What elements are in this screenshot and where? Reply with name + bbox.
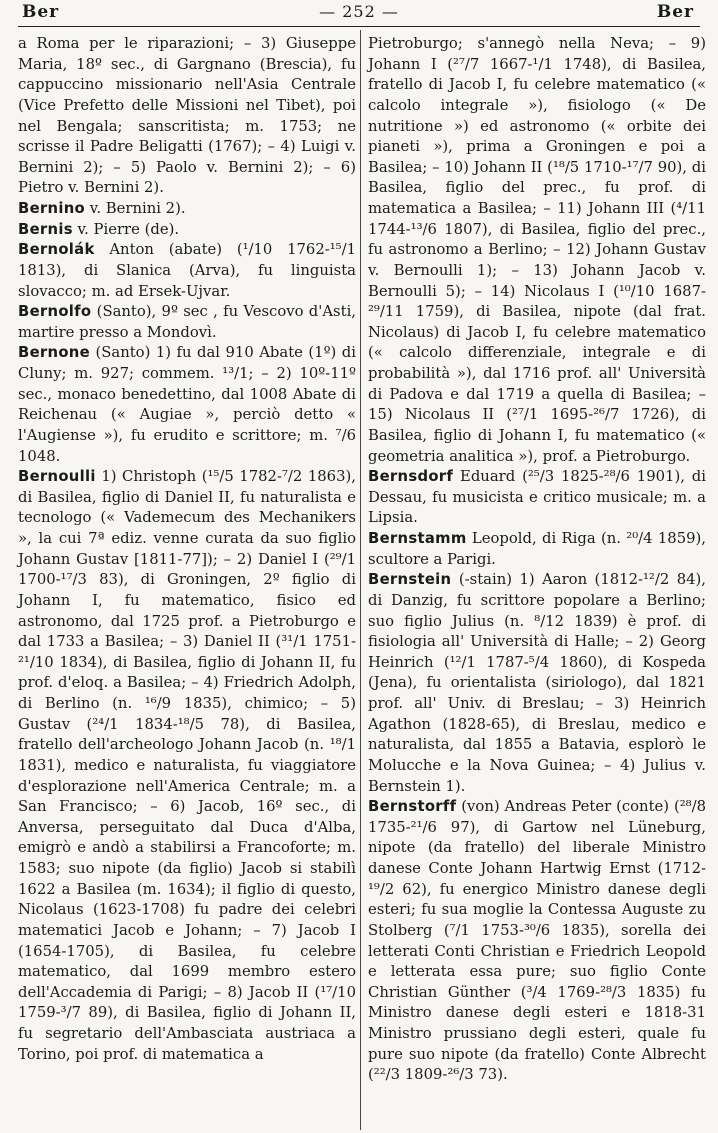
entry-bernoulli: [18, 467, 356, 1065]
entry-text: (Santo) 1) fu dal 910 Abate (1º) di Cluny; m. 927; commem. ¹³/1; – 2) 10º-11º sec., monaco benedettino, dal 1008 Abate di Reichenau (« Augiae », perciò detto « l'Augiense »), fu erudito e scrittore; m. ⁷/6 1048.: [18, 344, 356, 465]
entry-text: (-stain) 1) Aaron (1812-¹²/2 84), di Danzig, fu scrittore popolare a Berlino; suo figlio Julius (n. ⁸/12 1839) è prof. di fisiologia all' Università di Halle; – 2) Georg Heinrich (¹²/1 1787-⁵/4 1860), di Kospeda (Jena), fu orientalista (siriologo), dal 1821 prof. all' Univ. di Breslau; – 3) Heinrich Agathon (1828-65), di Breslau, medico e naturalista, dal 1855 a Batavia, esplorò le Molucche e la Nova Guinea; – 4) Julius v. Bernstein 1).: [368, 571, 706, 795]
entry-bernolfo: [18, 302, 356, 343]
entry-headword: Bernstein: [368, 571, 452, 589]
entry-headword: Bernolák: [18, 241, 95, 259]
entry-headword: Bernolfo: [18, 303, 92, 321]
entry-bernsdorf: [368, 467, 706, 529]
header-left-keyword: Ber: [22, 2, 60, 22]
entry-headword: Bernstorff: [368, 798, 457, 816]
entry-headword: Bernis: [18, 220, 73, 238]
entry-bernolak: [18, 240, 356, 302]
entry-headword: Bernsdorf: [368, 468, 454, 486]
continued-entry-text: a Roma per le riparazioni; – 3) Giuseppe Maria, 18º sec., di Gargnano (Brescia), fu cappuccino missionario nell'Asia Centrale (Vice Prefetto delle Missioni nel Tibet), poi nel Bengala; sanscritista; m. 1753; ne scrisse il Padre Beligatti (1767); – 4) Luigi v. Bernini 2); – 5) Paolo v. Bernini 2); – 6) Pietro v. Bernini 2).: [18, 35, 356, 197]
entry-text: v. Pierre (de).: [72, 220, 180, 238]
header-right-keyword: Ber: [656, 2, 694, 22]
entry-text: (Santo), 9º sec , fu Vescovo d'Asti, martire presso a Mondovì.: [18, 303, 356, 341]
entry-headword: Bernone: [18, 344, 90, 362]
entry-bernstorff: [368, 797, 706, 1086]
entry-headword: Bernstamm: [368, 530, 467, 547]
column-right: [368, 34, 706, 1086]
entry-text: 1) Christoph (¹⁵/5 1782-⁷/2 1863), di Basilea, figlio di Daniel II, fu naturalista e tecnologo (« Vademecum des Mechanikers », la cui 7ª ediz. venne curata da suo figlio Johann Gustav [1811-77]); – 2) Daniel I (²⁹/1 1700-¹⁷/3 83), di Groningen, 2º figlio di Johann I, fu matematico, fisico ed astronomo, dal 1725 prof. a Pietroburgo e dal 1733 a Basilea; – 3) Daniel II (³¹/1 1751-²¹/10 1834), di Basilea, figlio di Johann II, fu prof. d'eloq. a Basilea; – 4) Friedrich Adolph, di Berlino (n. ¹⁶/9 1835), chimico; – 5) Gustav (²⁴/1 1834-¹⁸/5 78), di Basilea, fratello dell'archeologo Johann Jacob (n. ¹⁸/1 1831), medico e naturalista, fu viaggiatore d'esplorazione nell'America Centrale; m. a San Francisco; – 6) Jacob, 16º sec., di Anversa, perseguitato dal Duca d'Alba, emigrò e andò a stabilirsi a Francoforte; m. 1583; suo nipote (da figlio) Jacob si stabilì 1622 a Basilea (m. 1634); il figlio di questo, Nicolaus (1623-1708) fu padre dei celebri matematici Jacob e Johann; – 7) Jacob I (1654-1705), di Basilea, fu celebre matematico, dal 1699 membro estero dell'Accademia di Parigi; – 8) Jacob II (¹⁷/10 1759-³/7 89), di Basilea, figlio di Johann II, fu segretario dell'Ambasciata austriaca a Torino, poi prof. di matematica a: [18, 468, 356, 1063]
entry-bernis: [18, 220, 356, 241]
entry-bernino: [18, 199, 356, 220]
entry-bernone: [18, 343, 356, 467]
page-number: — 252 —: [319, 2, 399, 21]
entry-text: v. Bernini 2).: [85, 200, 186, 217]
column-divider: [360, 30, 361, 1130]
entry-text: (von) Andreas Peter (conte) (²⁸/8 1735-²¹/6 97), di Gartow nel Lüneburg, nipote (da fratello) del liberale Ministro danese Conte Johann Hartwig Ernst (1712-¹⁹/2 62), fu energico Ministro danese degli esteri; fu sua moglie la Contessa Auguste zu Stolberg (⁷/1 1753-³⁰/6 1835), sorella dei letterati Conti Christian e Friedrich Leopold e letterata essa pure; suo figlio Conte Christian Günther (³/4 1769-²⁸/3 1835) fu Ministro danese degli esteri e 1818-31 Ministro prussiano degli esteri, quale fu pure suo nipote (da fratello) Conte Albrecht (²²/3 1809-²⁶/3 73).: [368, 798, 706, 1084]
entry-text: Eduard (²⁵/3 1825-²⁸/6 1901), di Dessau, fu musicista e critico musicale; m. a Lipsia.: [368, 468, 706, 527]
column-left: [18, 34, 356, 1065]
entry-text: Anton (abate) (¹/10 1762-¹⁵/1 1813), di Slanica (Arva), fu linguista slovacco; m. ad Ersek-Ujvar.: [18, 241, 356, 300]
running-header: [0, 0, 718, 30]
header-rule: [18, 26, 700, 27]
entry-bernstein: [368, 570, 706, 797]
entry-headword: Bernino: [18, 200, 86, 217]
entry-headword: Bernoulli: [18, 468, 96, 486]
continued-entry-text: Pietroburgo; s'annegò nella Neva; – 9) Johann I (²⁷/7 1667-¹/1 1748), di Basilea, fratello di Jacob I, fu celebre matematico (« calcolo integrale »), fisiologo (« De nutritione ») ed astronomo (« orbite dei pianeti »), prima a Groningen e poi a Basilea; – 10) Johann II (¹⁸/5 1710-¹⁷/7 90), di Basilea, figlio del prec., fu prof. di matematica a Basilea; – 11) Johann III (⁴/11 1744-¹³/6 1807), di Basilea, figlio del prec., fu astronomo a Berlino; – 12) Johann Gustav v. Bernoulli 1); – 13) Johann Jacob v. Bernoulli 5); – 14) Nicolaus I (¹⁰/10 1687-²⁹/11 1759), di Basilea, nipote (dal frat. Nicolaus) di Jacob I, fu celebre matematico (« calcolo differenziale, integrale e di probabilità »), dal 1716 prof. all' Università di Padova e dal 1719 a quella di Basilea; – 15) Nicolaus II (²⁷/1 1695-²⁶/7 1726), di Basilea, figlio di Johann I, fu matematico (« geometria analitica »), prof. a Pietroburgo.: [368, 35, 706, 465]
entry-text: Leopold, di Riga (n. ²⁰/4 1859), scultore a Parigi.: [368, 530, 706, 568]
entry-bernstamm: [368, 529, 706, 570]
